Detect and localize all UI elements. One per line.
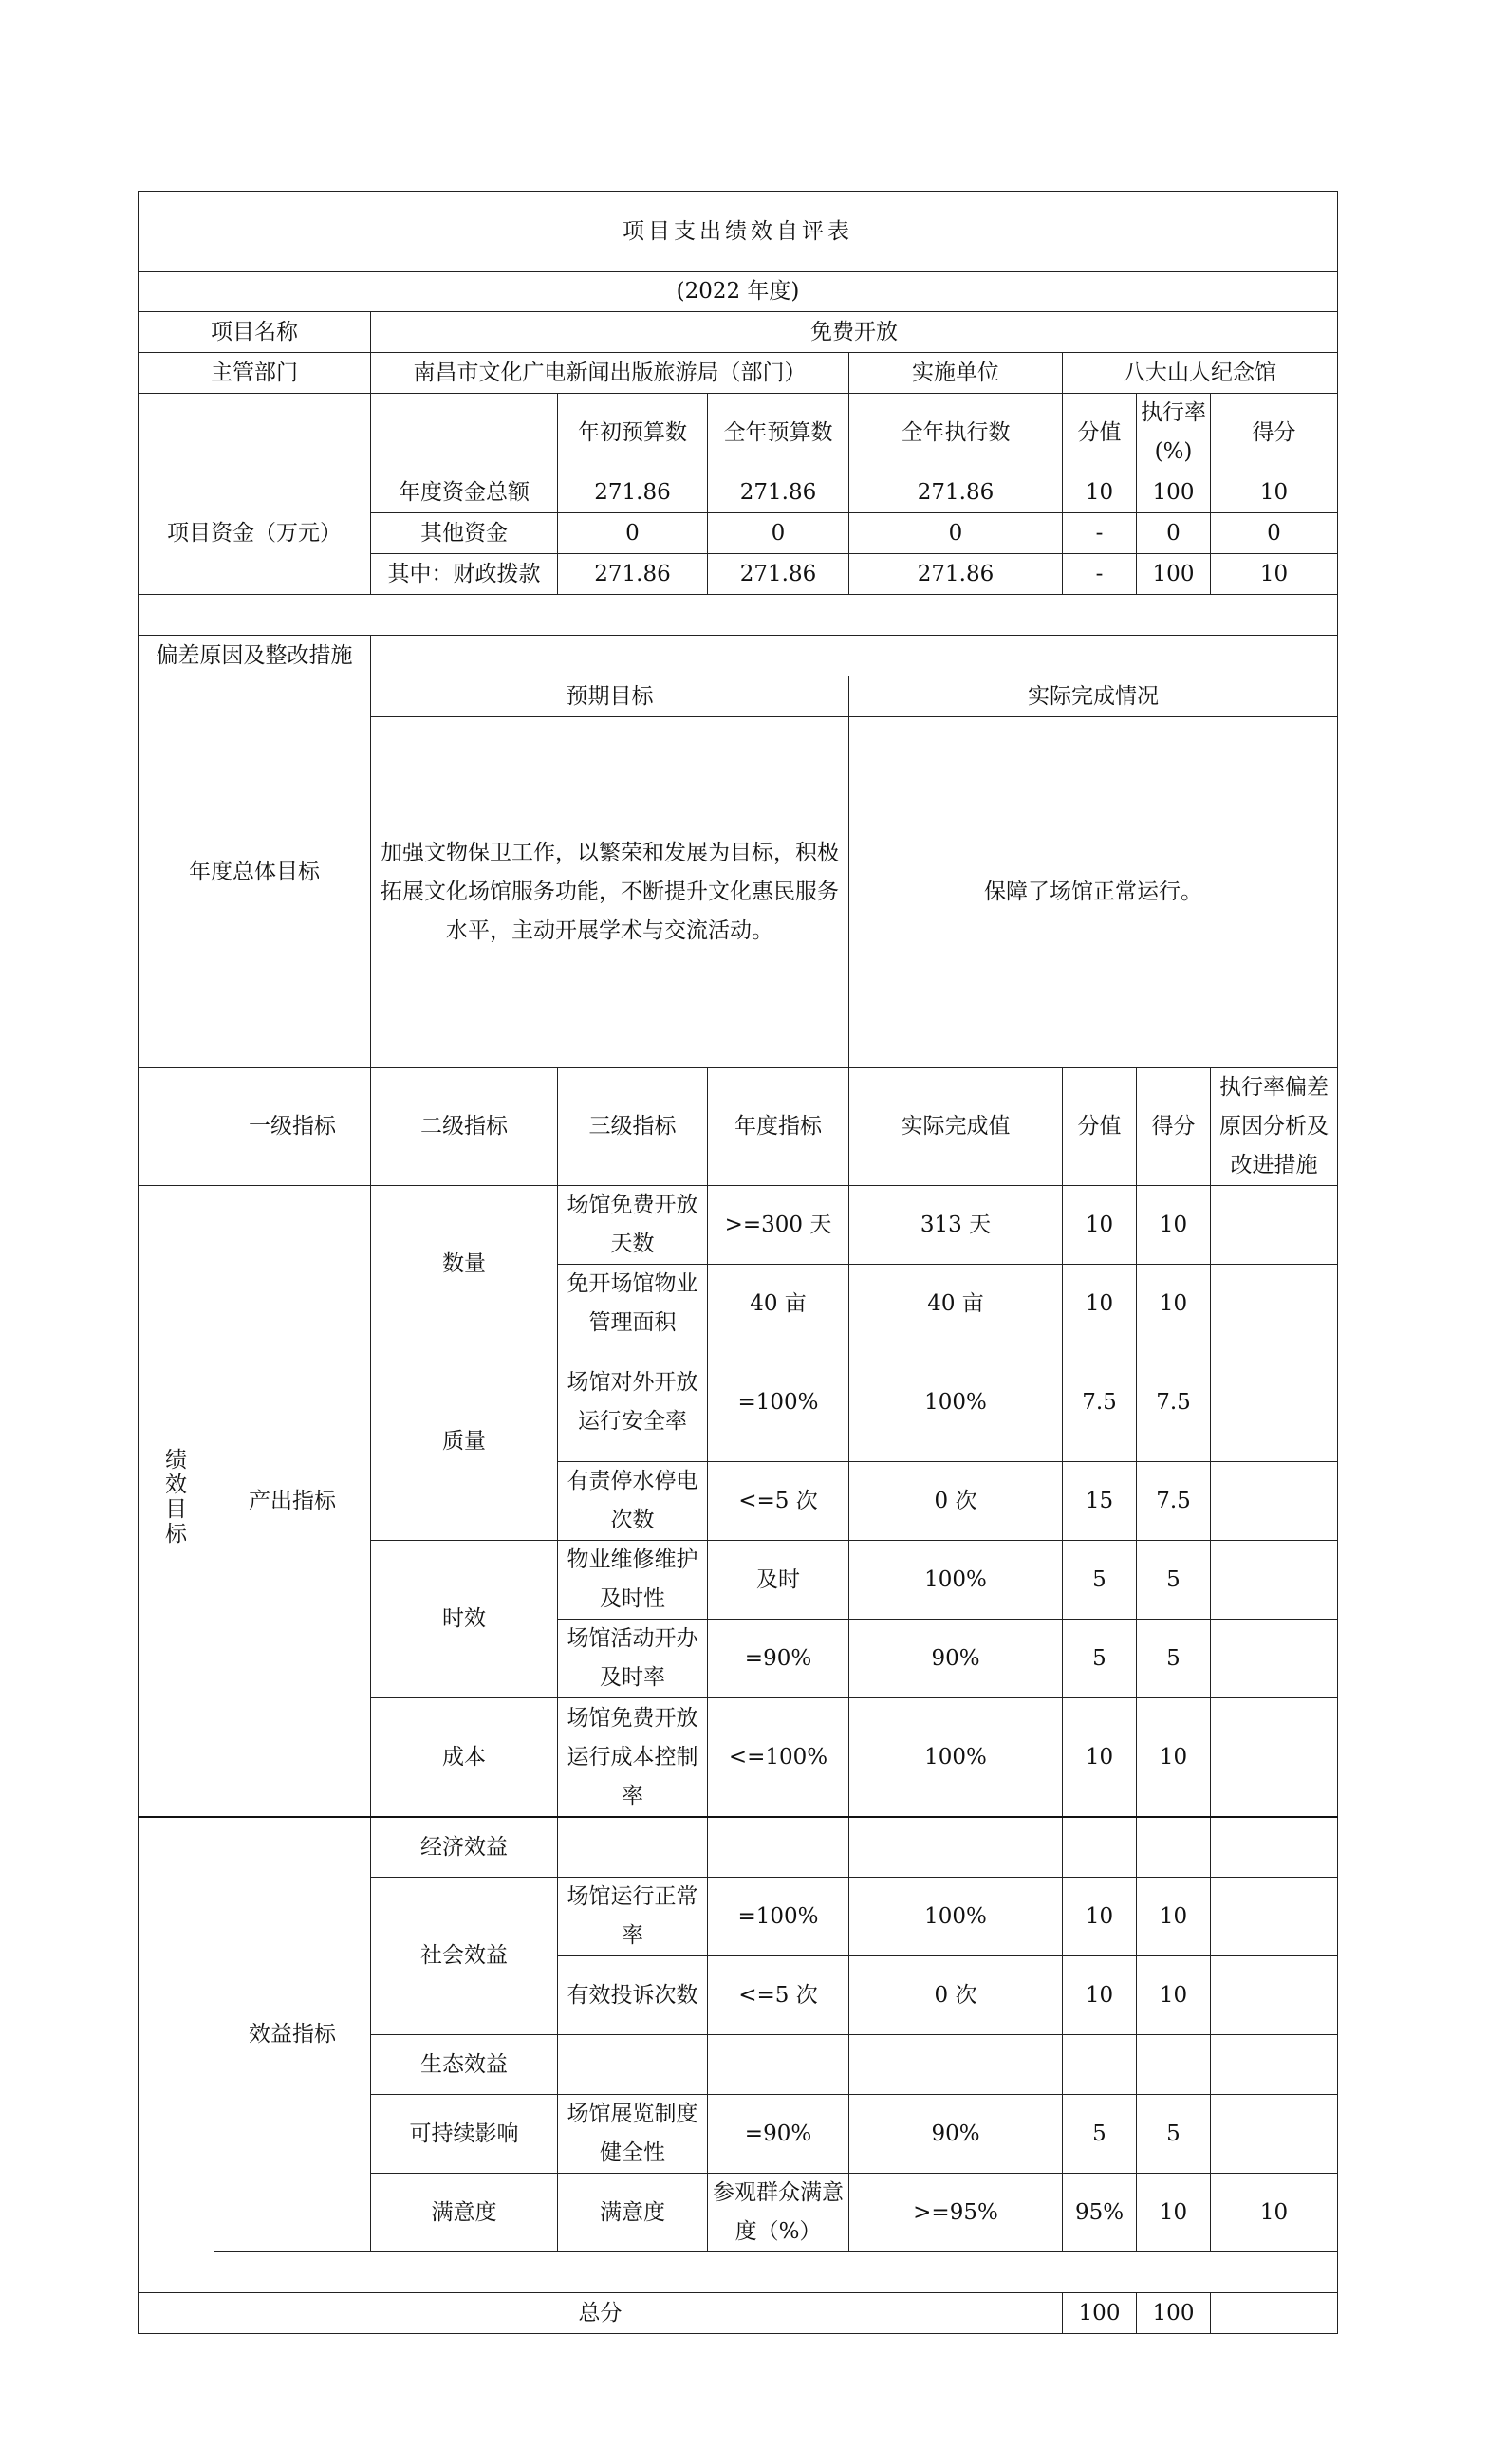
indicator-remark [1211, 1462, 1338, 1541]
indicator-score: 10 [1211, 2174, 1338, 2252]
indicator-remark [1211, 1265, 1338, 1343]
funds-row [139, 472, 1338, 513]
indicator-score: 10 [1137, 1878, 1211, 1956]
indicator-name: 场馆运行正常率 [558, 1878, 708, 1956]
indicator-target [708, 1817, 849, 1878]
funds-header-blank-2 [371, 394, 558, 472]
funds-cell: 271.86 [849, 472, 1063, 513]
funds-cell: 10 [1211, 554, 1338, 595]
page-title: 项目支出绩效自评表 [139, 192, 1338, 272]
year-label: (2022 年度) [139, 272, 1338, 312]
indicator-target: =90% [708, 2095, 849, 2174]
sustainable-impact-label: 可持续影响 [371, 2095, 558, 2174]
indicator-actual: 100% [849, 1541, 1063, 1620]
indicator-remark [1211, 1956, 1338, 2035]
indicator-score: 10 [1137, 1265, 1211, 1343]
funds-cell: 100 [1137, 554, 1211, 595]
indicator-score-value: 5 [1063, 2095, 1137, 2174]
satisfaction-sub-label: 满意度 [558, 2174, 708, 2252]
indicator-actual: 90% [849, 1620, 1063, 1698]
indicator-header: 三级指标 [558, 1068, 708, 1186]
indicator-actual: 95% [1063, 2174, 1137, 2252]
cost-label: 成本 [371, 1698, 558, 1818]
indicator-name [558, 1817, 708, 1878]
indicator-actual: 0 次 [849, 1956, 1063, 2035]
indicator-remark [1211, 1817, 1338, 1878]
indicator-actual [849, 1817, 1063, 1878]
funds-cell: 0 [1211, 513, 1338, 554]
indicator-target: <=100% [708, 1698, 849, 1818]
dept-label: 主管部门 [139, 353, 371, 394]
timeliness-label: 时效 [371, 1541, 558, 1698]
indicator-name: 场馆展览制度健全性 [558, 2095, 708, 2174]
ecological-benefit-label: 生态效益 [371, 2035, 558, 2095]
indicator-score: 7.5 [1137, 1343, 1211, 1462]
funds-header: 全年执行数 [849, 394, 1063, 472]
expected-goal-header: 预期目标 [371, 676, 849, 717]
indicator-name: 场馆对外开放运行安全率 [558, 1343, 708, 1462]
expected-goal-text: 加强文物保卫工作，以繁荣和发展为目标，积极拓展文化场馆服务功能，不断提升文化惠民服务水平，主动开展学术与交流活动。 [371, 717, 849, 1068]
indicator-remark [1211, 1343, 1338, 1462]
deviation-label: 偏差原因及整改措施 [139, 636, 371, 676]
quantity-label: 数量 [371, 1186, 558, 1343]
indicator-remark [1211, 1698, 1338, 1818]
indicator-score-value: 5 [1063, 1620, 1137, 1698]
funds-header: 得分 [1211, 394, 1338, 472]
indicator-score: 10 [1137, 1186, 1211, 1265]
indicator-name: 有责停水停电次数 [558, 1462, 708, 1541]
indicator-score-value: 15 [1063, 1462, 1137, 1541]
indicator-score-value: 10 [1063, 1698, 1137, 1818]
indicator-name [558, 2035, 708, 2095]
indicator-score: 10 [1137, 1956, 1211, 2035]
indicator-name: 场馆免费开放天数 [558, 1186, 708, 1265]
indicator-name: 场馆活动开办及时率 [558, 1620, 708, 1698]
indicator-actual: 100% [849, 1343, 1063, 1462]
indicator-actual: 90% [849, 2095, 1063, 2174]
indicator-remark [1211, 1186, 1338, 1265]
indicator-actual: 100% [849, 1878, 1063, 1956]
indicator-target: 及时 [708, 1541, 849, 1620]
funds-cell: 0 [558, 513, 708, 554]
indicator-score: 10 [1137, 1698, 1211, 1818]
annual-goal-label: 年度总体目标 [139, 676, 371, 1068]
total-label: 总分 [139, 2293, 1063, 2334]
evaluation-table [138, 191, 1338, 2334]
indicator-actual [849, 2035, 1063, 2095]
indicator-score-value: 7.5 [1063, 1343, 1137, 1462]
indicator-header: 年度指标 [708, 1068, 849, 1186]
indicator-remark [1211, 2095, 1338, 2174]
funds-cell: 271.86 [708, 554, 849, 595]
indicator-score [1137, 1817, 1211, 1878]
funds-header: 执行率(%) [1137, 394, 1211, 472]
indicator-score-value: 10 [1063, 1878, 1137, 1956]
indicator-target: >=300 天 [708, 1186, 849, 1265]
indicator-score: 5 [1137, 1541, 1211, 1620]
funds-cell: 0 [849, 513, 1063, 554]
indicator-score: 5 [1137, 1620, 1211, 1698]
impl-unit-label: 实施单位 [849, 353, 1063, 394]
funds-cell: 271.86 [849, 554, 1063, 595]
indicator-score [1137, 2035, 1211, 2095]
indicator-name: 有效投诉次数 [558, 1956, 708, 2035]
indicator-header-row [139, 1068, 1338, 1186]
indicator-name: 参观群众满意度（%） [708, 2174, 849, 2252]
indicator-name: 场馆免费开放运行成本控制率 [558, 1698, 708, 1818]
dept-value: 南昌市文化广电新闻出版旅游局（部门） [371, 353, 849, 394]
indicator-header: 二级指标 [371, 1068, 558, 1186]
indicator-target: 40 亩 [708, 1265, 849, 1343]
output-indicator-label: 产出指标 [214, 1186, 371, 1818]
indicator-score-value: 10 [1063, 1186, 1137, 1265]
funds-row-label: 其中：财政拨款 [371, 554, 558, 595]
indicator-header: 执行率偏差原因分析及改进措施 [1211, 1068, 1338, 1186]
indicator-actual: 40 亩 [849, 1265, 1063, 1343]
indicator-score: 7.5 [1137, 1462, 1211, 1541]
funds-row-label: 年度资金总额 [371, 472, 558, 513]
indicator-score-value: 5 [1063, 1541, 1137, 1620]
indicator-target: =90% [708, 1620, 849, 1698]
funds-cell: 0 [708, 513, 849, 554]
satisfaction-label: 满意度 [371, 2174, 558, 2252]
project-name-label: 项目名称 [139, 312, 371, 353]
indicator-score: 5 [1137, 2095, 1211, 2174]
indicator-target [708, 2035, 849, 2095]
funds-header: 全年预算数 [708, 394, 849, 472]
actual-completion-text: 保障了场馆正常运行。 [849, 717, 1338, 1068]
funds-cell: 100 [1137, 472, 1211, 513]
indicator-remark [1211, 1541, 1338, 1620]
indicator-name: 免开场馆物业管理面积 [558, 1265, 708, 1343]
total-score: 100 [1137, 2293, 1211, 2334]
total-remark [1211, 2293, 1338, 2334]
indicator-header: 得分 [1137, 1068, 1211, 1186]
indicator-score-value: 10 [1063, 1956, 1137, 2035]
funds-header-blank [139, 394, 371, 472]
funds-cell: 271.86 [558, 554, 708, 595]
funds-cell: - [1063, 554, 1137, 595]
funds-cell: 0 [1137, 513, 1211, 554]
actual-completion-header: 实际完成情况 [849, 676, 1338, 717]
indicator-name: 物业维修维护及时性 [558, 1541, 708, 1620]
quality-label: 质量 [371, 1343, 558, 1541]
blank-row [139, 595, 1338, 636]
indicator-remark [1211, 1878, 1338, 1956]
indicator-score-value [1063, 1817, 1137, 1878]
benefit-indicator-label: 效益指标 [214, 1817, 371, 2252]
indicator-actual: 0 次 [849, 1462, 1063, 1541]
indicator-target: =100% [708, 1343, 849, 1462]
indicator-header-blank [139, 1068, 214, 1186]
table-row [139, 1186, 1338, 1265]
benefit-left-blank [139, 1817, 214, 2293]
table-row [139, 1817, 1338, 1878]
funds-cell: 10 [1211, 472, 1338, 513]
indicator-remark [1211, 1620, 1338, 1698]
indicator-target: >=95% [849, 2174, 1063, 2252]
indicator-header: 一级指标 [214, 1068, 371, 1186]
indicator-actual: 313 天 [849, 1186, 1063, 1265]
total-row [139, 2293, 1338, 2334]
evaluation-sheet [138, 191, 1337, 2334]
indicator-score-value: 10 [1137, 2174, 1211, 2252]
indicator-score-value: 10 [1063, 1265, 1137, 1343]
indicator-target: =100% [708, 1878, 849, 1956]
deviation-value [371, 636, 1338, 676]
indicator-target: <=5 次 [708, 1956, 849, 2035]
indicator-actual: 100% [849, 1698, 1063, 1818]
economic-benefit-label: 经济效益 [371, 1817, 558, 1878]
indicator-header: 实际完成值 [849, 1068, 1063, 1186]
funds-section-label: 项目资金（万元） [139, 472, 371, 595]
blank-row [214, 2252, 1338, 2293]
social-benefit-label: 社会效益 [371, 1878, 558, 2035]
total-score-value: 100 [1063, 2293, 1137, 2334]
funds-header: 分值 [1063, 394, 1137, 472]
funds-cell: 10 [1063, 472, 1137, 513]
funds-cell: 271.86 [708, 472, 849, 513]
indicator-score-value [1063, 2035, 1137, 2095]
indicator-header: 分值 [1063, 1068, 1137, 1186]
impl-unit-value: 八大山人纪念馆 [1063, 353, 1338, 394]
indicator-target: <=5 次 [708, 1462, 849, 1541]
performance-goal-label: 绩效目标 [139, 1186, 214, 1818]
funds-header: 年初预算数 [558, 394, 708, 472]
indicator-remark [1211, 2035, 1338, 2095]
funds-header-row [139, 394, 1338, 472]
funds-cell: - [1063, 513, 1137, 554]
project-name-value: 免费开放 [371, 312, 1338, 353]
funds-cell: 271.86 [558, 472, 708, 513]
funds-row-label: 其他资金 [371, 513, 558, 554]
